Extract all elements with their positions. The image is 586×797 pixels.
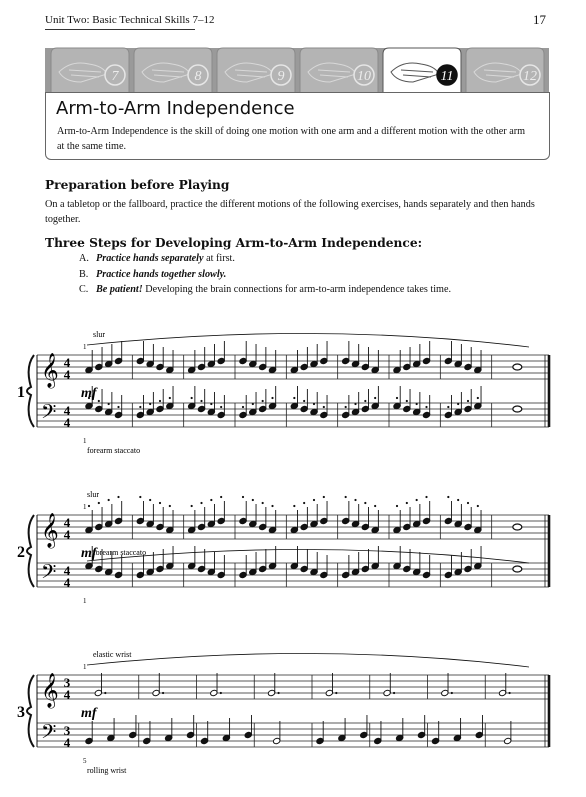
upper-marking: forearm staccato bbox=[93, 548, 147, 557]
time-signature-bottom: 4 bbox=[63, 575, 71, 590]
whole-note bbox=[513, 524, 522, 530]
tab-number-label: 7 bbox=[111, 69, 119, 84]
skill-tabs bbox=[45, 42, 549, 92]
skill-tab-7 bbox=[51, 48, 129, 92]
lower-marking: forearm staccato bbox=[87, 446, 141, 455]
staccato-dot bbox=[88, 505, 90, 507]
staccato-dot bbox=[220, 496, 222, 498]
staccato-dot bbox=[242, 496, 244, 498]
exercise-number: 3 bbox=[17, 704, 25, 721]
staccato-dot bbox=[293, 397, 295, 399]
header-rule bbox=[45, 29, 195, 30]
staccato-dot bbox=[191, 397, 193, 399]
staccato-dot bbox=[220, 406, 222, 408]
staccato-dot bbox=[425, 496, 427, 498]
staccato-dot bbox=[396, 505, 398, 507]
exercise-number: 1 bbox=[17, 384, 25, 401]
skill-tab-12 bbox=[466, 48, 544, 92]
steps-heading: Three Steps for Developing Arm-to-Arm Independence: bbox=[45, 236, 423, 250]
staccato-dot bbox=[210, 499, 212, 501]
staccato-dot bbox=[108, 403, 110, 405]
staccato-dot bbox=[108, 499, 110, 501]
staccato-dot bbox=[416, 499, 418, 501]
staccato-dot bbox=[159, 400, 161, 402]
time-signature-top: 4 bbox=[63, 355, 71, 370]
upper-finger: 1 bbox=[83, 343, 87, 351]
music-exercises bbox=[0, 330, 586, 790]
skill-tab-11 bbox=[383, 48, 461, 92]
staccato-dot bbox=[396, 397, 398, 399]
staccato-dot bbox=[313, 403, 315, 405]
intro-body: Arm-to-Arm Independence is the skill of doing one motion with one arm and a different motion with the other arm at the same time. bbox=[57, 126, 526, 152]
staccato-dot bbox=[293, 505, 295, 507]
upper-marking: elastic wrist bbox=[93, 650, 132, 659]
page-number: 17 bbox=[533, 12, 546, 27]
staccato-dot bbox=[98, 400, 100, 402]
staccato-dot bbox=[374, 505, 376, 507]
staccato-dot bbox=[313, 499, 315, 501]
lower-marking: slur bbox=[87, 490, 99, 499]
staccato-dot bbox=[364, 502, 366, 504]
staccato-dot bbox=[200, 400, 202, 402]
staccato-dot bbox=[210, 403, 212, 405]
staccato-dot bbox=[271, 505, 273, 507]
step-text: at first. bbox=[203, 253, 235, 264]
intro-title: Arm-to-Arm Independence bbox=[56, 98, 295, 119]
staccato-dot bbox=[252, 499, 254, 501]
lower-finger: 1 bbox=[83, 437, 87, 445]
step-letter: A. bbox=[79, 253, 89, 264]
step-item bbox=[79, 251, 451, 267]
time-signature-bottom: 4 bbox=[63, 735, 71, 750]
augmentation-dot bbox=[162, 692, 164, 694]
time-signature-top: 4 bbox=[63, 515, 71, 530]
staccato-dot bbox=[323, 406, 325, 408]
staccato-dot bbox=[191, 505, 193, 507]
tab-number-label: 12 bbox=[523, 69, 537, 84]
running-header: Unit Two: Basic Technical Skills 7–12 bbox=[45, 14, 215, 26]
staccato-dot bbox=[159, 502, 161, 504]
staccato-dot bbox=[200, 502, 202, 504]
time-signature-bottom: 4 bbox=[63, 687, 71, 702]
staccato-dot bbox=[364, 400, 366, 402]
tab-number-label: 9 bbox=[277, 69, 285, 84]
slur-arc bbox=[87, 653, 529, 667]
staccato-dot bbox=[98, 502, 100, 504]
bass-clef-icon: 𝄢 bbox=[41, 722, 57, 748]
whole-note bbox=[513, 364, 522, 370]
augmentation-dot bbox=[335, 692, 337, 694]
time-signature-bottom: 4 bbox=[63, 367, 71, 382]
system-brace bbox=[27, 355, 34, 427]
tab-number-label: 8 bbox=[194, 69, 202, 84]
staccato-dot bbox=[242, 406, 244, 408]
staccato-dot bbox=[149, 403, 151, 405]
upper-marking: slur bbox=[93, 330, 105, 339]
time-signature-top: 3 bbox=[63, 723, 71, 738]
staccato-dot bbox=[416, 403, 418, 405]
tab-number-label: 11 bbox=[440, 69, 454, 84]
augmentation-dot bbox=[277, 692, 279, 694]
preparation-text: On a tabletop or the fallboard, practice the different motions of the following exercises, hands separately and then hands together. bbox=[45, 199, 535, 225]
step-emphasis: Practice hands separately bbox=[96, 253, 204, 264]
step-item bbox=[79, 282, 451, 298]
exercise-number: 2 bbox=[17, 544, 25, 561]
skill-tab-10 bbox=[300, 48, 378, 92]
staccato-dot bbox=[457, 499, 459, 501]
lower-finger: 5 bbox=[83, 757, 87, 765]
staccato-dot bbox=[345, 406, 347, 408]
step-letter: C. bbox=[79, 284, 89, 295]
staccato-dot bbox=[425, 406, 427, 408]
staccato-dot bbox=[169, 505, 171, 507]
time-signature-top: 3 bbox=[63, 675, 71, 690]
step-text: Developing the brain connections for arm-to-arm independence takes time. bbox=[142, 284, 452, 295]
augmentation-dot bbox=[220, 692, 222, 694]
treble-clef-icon: 𝄞 bbox=[41, 514, 59, 547]
staccato-dot bbox=[169, 397, 171, 399]
step-emphasis: Be patient! bbox=[96, 284, 143, 295]
time-signature-top: 4 bbox=[63, 563, 71, 578]
upper-finger: 1 bbox=[83, 663, 87, 671]
time-signature-top: 4 bbox=[63, 403, 71, 418]
staccato-dot bbox=[117, 406, 119, 408]
exercise-2 bbox=[17, 490, 549, 605]
staccato-dot bbox=[303, 502, 305, 504]
whole-note bbox=[513, 566, 522, 572]
system-brace bbox=[27, 515, 34, 587]
staccato-dot bbox=[447, 406, 449, 408]
staccato-dot bbox=[354, 403, 356, 405]
steps-list bbox=[79, 251, 451, 298]
staccato-dot bbox=[149, 499, 151, 501]
augmentation-dot bbox=[393, 692, 395, 694]
bass-clef-icon: 𝄢 bbox=[41, 562, 57, 588]
dynamic-marking: mf bbox=[81, 386, 97, 401]
staccato-dot bbox=[406, 400, 408, 402]
augmentation-dot bbox=[451, 692, 453, 694]
staccato-dot bbox=[477, 397, 479, 399]
staccato-dot bbox=[262, 400, 264, 402]
treble-clef-icon: 𝄞 bbox=[41, 354, 59, 387]
upper-finger: 1 bbox=[83, 503, 87, 511]
staccato-dot bbox=[477, 505, 479, 507]
staccato-dot bbox=[467, 400, 469, 402]
step-item bbox=[79, 267, 451, 283]
tab-number-label: 10 bbox=[357, 69, 371, 84]
step-letter: B. bbox=[79, 268, 89, 280]
step-emphasis: Practice hands together slowly. bbox=[96, 268, 227, 280]
staccato-dot bbox=[457, 403, 459, 405]
augmentation-dot bbox=[104, 692, 106, 694]
staccato-dot bbox=[262, 502, 264, 504]
skill-tab-9 bbox=[217, 48, 295, 92]
exercise-1 bbox=[17, 330, 549, 455]
staccato-dot bbox=[117, 496, 119, 498]
staccato-dot bbox=[252, 403, 254, 405]
staccato-dot bbox=[354, 499, 356, 501]
staccato-dot bbox=[406, 502, 408, 504]
staccato-dot bbox=[271, 397, 273, 399]
time-signature-bottom: 4 bbox=[63, 415, 71, 430]
lower-marking: rolling wrist bbox=[87, 766, 127, 775]
staccato-dot bbox=[139, 496, 141, 498]
dynamic-marking: mf bbox=[81, 546, 97, 561]
exercise-3 bbox=[17, 650, 549, 775]
preparation-heading: Preparation before Playing bbox=[45, 178, 230, 192]
whole-note bbox=[513, 406, 522, 412]
augmentation-dot bbox=[508, 692, 510, 694]
lower-finger: 1 bbox=[83, 597, 87, 605]
staccato-dot bbox=[345, 496, 347, 498]
skill-tab-8 bbox=[134, 48, 212, 92]
staccato-dot bbox=[467, 502, 469, 504]
dynamic-marking: mf bbox=[81, 706, 97, 721]
bass-clef-icon: 𝄢 bbox=[41, 402, 57, 428]
staccato-dot bbox=[323, 496, 325, 498]
time-signature-bottom: 4 bbox=[63, 527, 71, 542]
staccato-dot bbox=[447, 496, 449, 498]
system-brace bbox=[27, 675, 34, 747]
staccato-dot bbox=[374, 397, 376, 399]
staccato-dot bbox=[139, 406, 141, 408]
staccato-dot bbox=[303, 400, 305, 402]
treble-clef-icon: 𝄞 bbox=[41, 674, 59, 707]
